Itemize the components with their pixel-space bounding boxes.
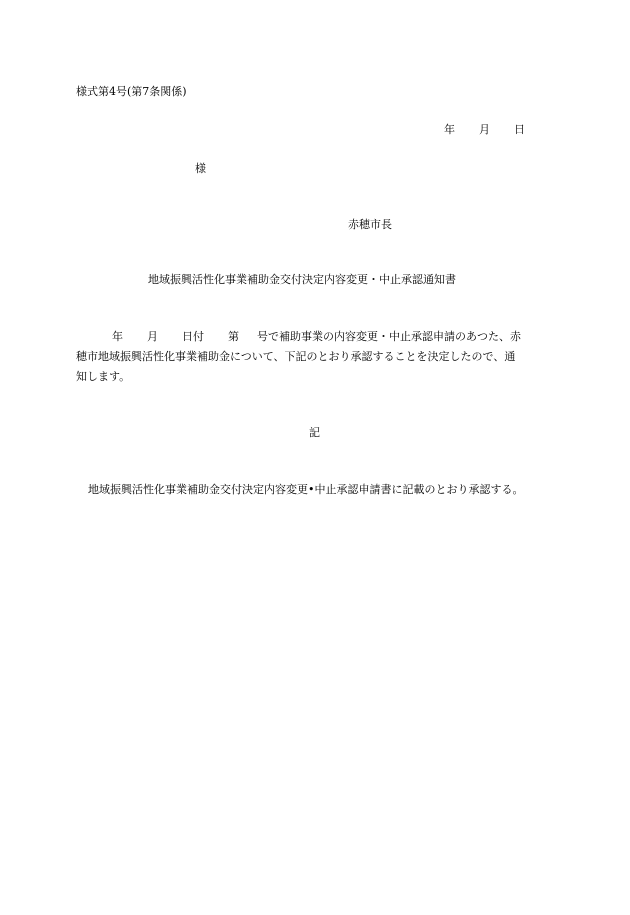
body-line-1 xyxy=(76,327,556,347)
approval-item: 地域振興活性化事業補助金交付決定内容変更•中止承認申請書に記載のとおり承認する。 xyxy=(88,483,524,496)
date-year-label: 年 xyxy=(444,123,455,136)
form-number: 様式第4号(第7条関係) xyxy=(76,85,187,98)
date-month-label: 月 xyxy=(479,123,490,136)
recipient-honorific: 様 xyxy=(195,162,206,175)
body-day-label: 日付 xyxy=(182,330,204,343)
ki-heading: 記 xyxy=(309,426,320,439)
document-title: 地域振興活性化事業補助金交付決定内容変更・中止承認通知書 xyxy=(148,273,456,286)
body-year-label: 年 xyxy=(112,330,123,343)
body-paragraph xyxy=(76,327,556,387)
body-line-2: 穂市地域振興活性化事業補助金について、下記のとおり承認することを決定したので、通 xyxy=(76,350,516,363)
body-line-1-rest: 号で補助事業の内容変更・中止承認申請のあつた、赤 xyxy=(257,330,521,343)
sender-name: 赤穂市長 xyxy=(348,218,392,231)
date-line xyxy=(444,124,525,135)
body-month-label: 月 xyxy=(147,330,158,343)
date-day-label: 日 xyxy=(514,123,525,136)
body-number-prefix: 第 xyxy=(228,330,239,343)
body-line-3: 知します。 xyxy=(76,370,131,383)
